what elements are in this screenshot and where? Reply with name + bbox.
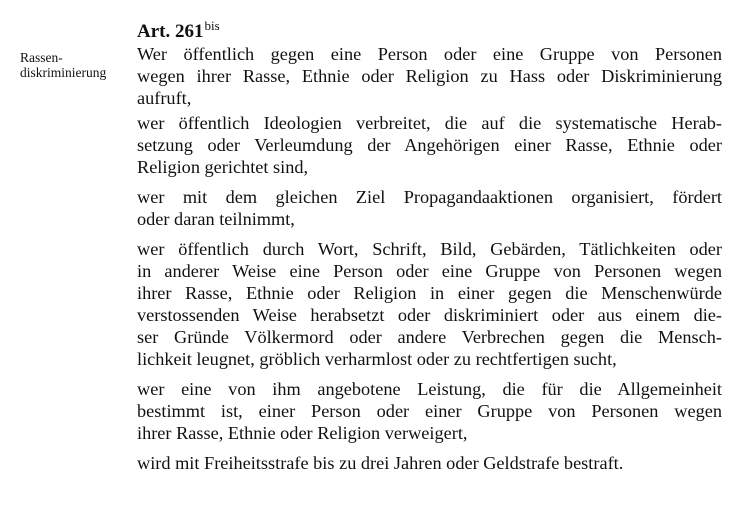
text-line: aufruft, [137, 88, 192, 108]
paragraph-2 [137, 112, 722, 178]
paragraph-6 [137, 452, 722, 474]
text-line: lichkeit leugnet, gröblich verharmlost oder zu rechtfertigen sucht, [137, 349, 617, 369]
paragraph-4 [137, 238, 722, 370]
text-line: wegen ihrer Rasse, Ethnie oder Religion zu Hass oder Diskriminierung [137, 66, 722, 86]
margin-note-line: Rassen- [20, 50, 63, 65]
text-line: in anderer Weise eine Person oder eine Gruppe von Personen wegen [137, 261, 722, 281]
article-superscript: bis [204, 18, 220, 33]
text-line: verstossenden Weise herabsetzt oder diskriminiert oder aus einem die- [137, 305, 722, 325]
text-line: wird mit Freiheitsstrafe bis zu drei Jahren oder Geldstrafe bestraft. [137, 453, 624, 473]
text-line: ser Gründe Völkermord oder andere Verbrechen gegen die Mensch- [137, 327, 722, 347]
margin-note [20, 50, 130, 80]
text-line: setzung oder Verleumdung der Angehörigen einer Rasse, Ethnie oder [137, 135, 722, 155]
paragraph-5 [137, 378, 722, 444]
text-line: bestimmt ist, einer Person oder einer Gruppe von Personen wegen [137, 401, 722, 421]
margin-note-line: diskriminierung [20, 65, 107, 80]
text-line: wer mit dem gleichen Ziel Propagandaaktionen organisiert, fördert [137, 187, 722, 207]
text-line: ihrer Rasse, Ethnie oder Religion in einer gegen die Menschenwürde [137, 283, 722, 303]
text-line: wer eine von ihm angebotene Leistung, die für die Allgemeinheit [137, 379, 722, 399]
text-line: oder daran teilnimmt, [137, 209, 295, 229]
text-line: ihrer Rasse, Ethnie oder Religion verweigert, [137, 423, 468, 443]
paragraph-3 [137, 186, 722, 230]
article-heading [137, 14, 220, 44]
text-line: Religion gerichtet sind, [137, 157, 309, 177]
text-line: wer öffentlich Ideologien verbreitet, die auf die systematische Herab- [137, 113, 722, 133]
text-line: wer öffentlich durch Wort, Schrift, Bild, Gebärden, Tätlichkeiten oder [137, 239, 722, 259]
article-number: Art. 261 [137, 21, 204, 42]
paragraph-1 [137, 43, 722, 109]
article-body [137, 43, 722, 482]
text-line: Wer öffentlich gegen eine Person oder eine Gruppe von Personen [137, 44, 722, 64]
